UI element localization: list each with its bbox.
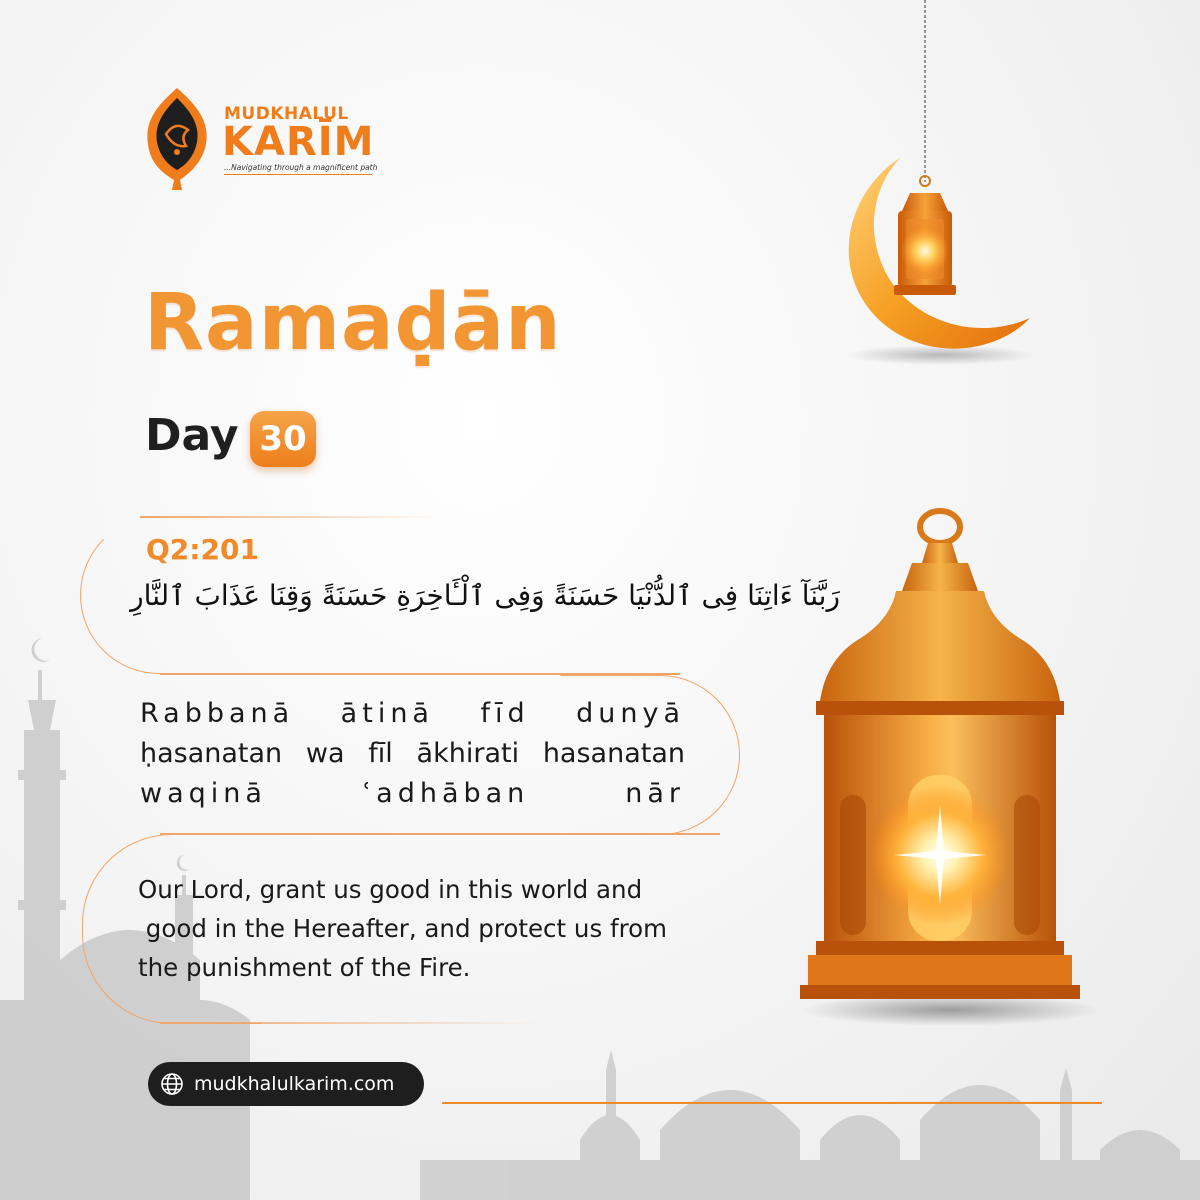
- translation-line: good in the Hereafter, and protect us from: [138, 914, 668, 943]
- day-label: Day: [145, 410, 239, 461]
- verse-reference: Q2:201: [146, 533, 259, 566]
- translation-line: Our Lord, grant us good in this world and: [138, 875, 643, 904]
- small-lantern-icon: [880, 175, 980, 305]
- large-lantern-icon: [800, 505, 1100, 1030]
- logo-emblem-icon: [140, 84, 214, 192]
- brand-logo: [140, 84, 380, 194]
- transliteration-line: Rabbanā ātinā fīd dunyā: [140, 698, 685, 729]
- mosque-silhouette-bottom: [420, 1030, 1200, 1200]
- brand-tagline: ...Navigating through a magnificent path: [224, 163, 378, 172]
- brand-name-main: KARĪM: [222, 119, 375, 165]
- translation-frame-bottom-line: [160, 1022, 540, 1024]
- brand-name-top: MUDKHALUL: [224, 104, 349, 124]
- website-url: mudkhalulkarim.com: [194, 1073, 395, 1095]
- transliteration-line: ḥasanatan wa fīl ākhirati hasanatan: [140, 738, 685, 769]
- website-link[interactable]: [148, 1062, 424, 1106]
- globe-icon: [160, 1072, 184, 1096]
- verse-frame-top-line: [140, 516, 440, 518]
- lantern-chain: [924, 0, 926, 182]
- page-title: Ramaḍān: [144, 278, 562, 368]
- footer-divider: [442, 1102, 1102, 1104]
- brand-underline: [224, 174, 372, 175]
- day-number-badge: 30: [250, 411, 316, 467]
- transliteration-line: waqinā ʿadhāban nār: [140, 778, 685, 809]
- verse-translation: [138, 870, 778, 987]
- verse-arabic-text: رَبَّنَآ ءَاتِنَا فِى ٱلدُّنْيَا حَسَنَةً وَفِى ٱلْـَٔاخِرَةِ حَسَنَةً وَقِنَا عَذَابَ ٱلنَّارِ: [130, 579, 840, 612]
- translation-line: the punishment of the Fire.: [138, 953, 471, 982]
- verse-transliteration: [140, 694, 685, 814]
